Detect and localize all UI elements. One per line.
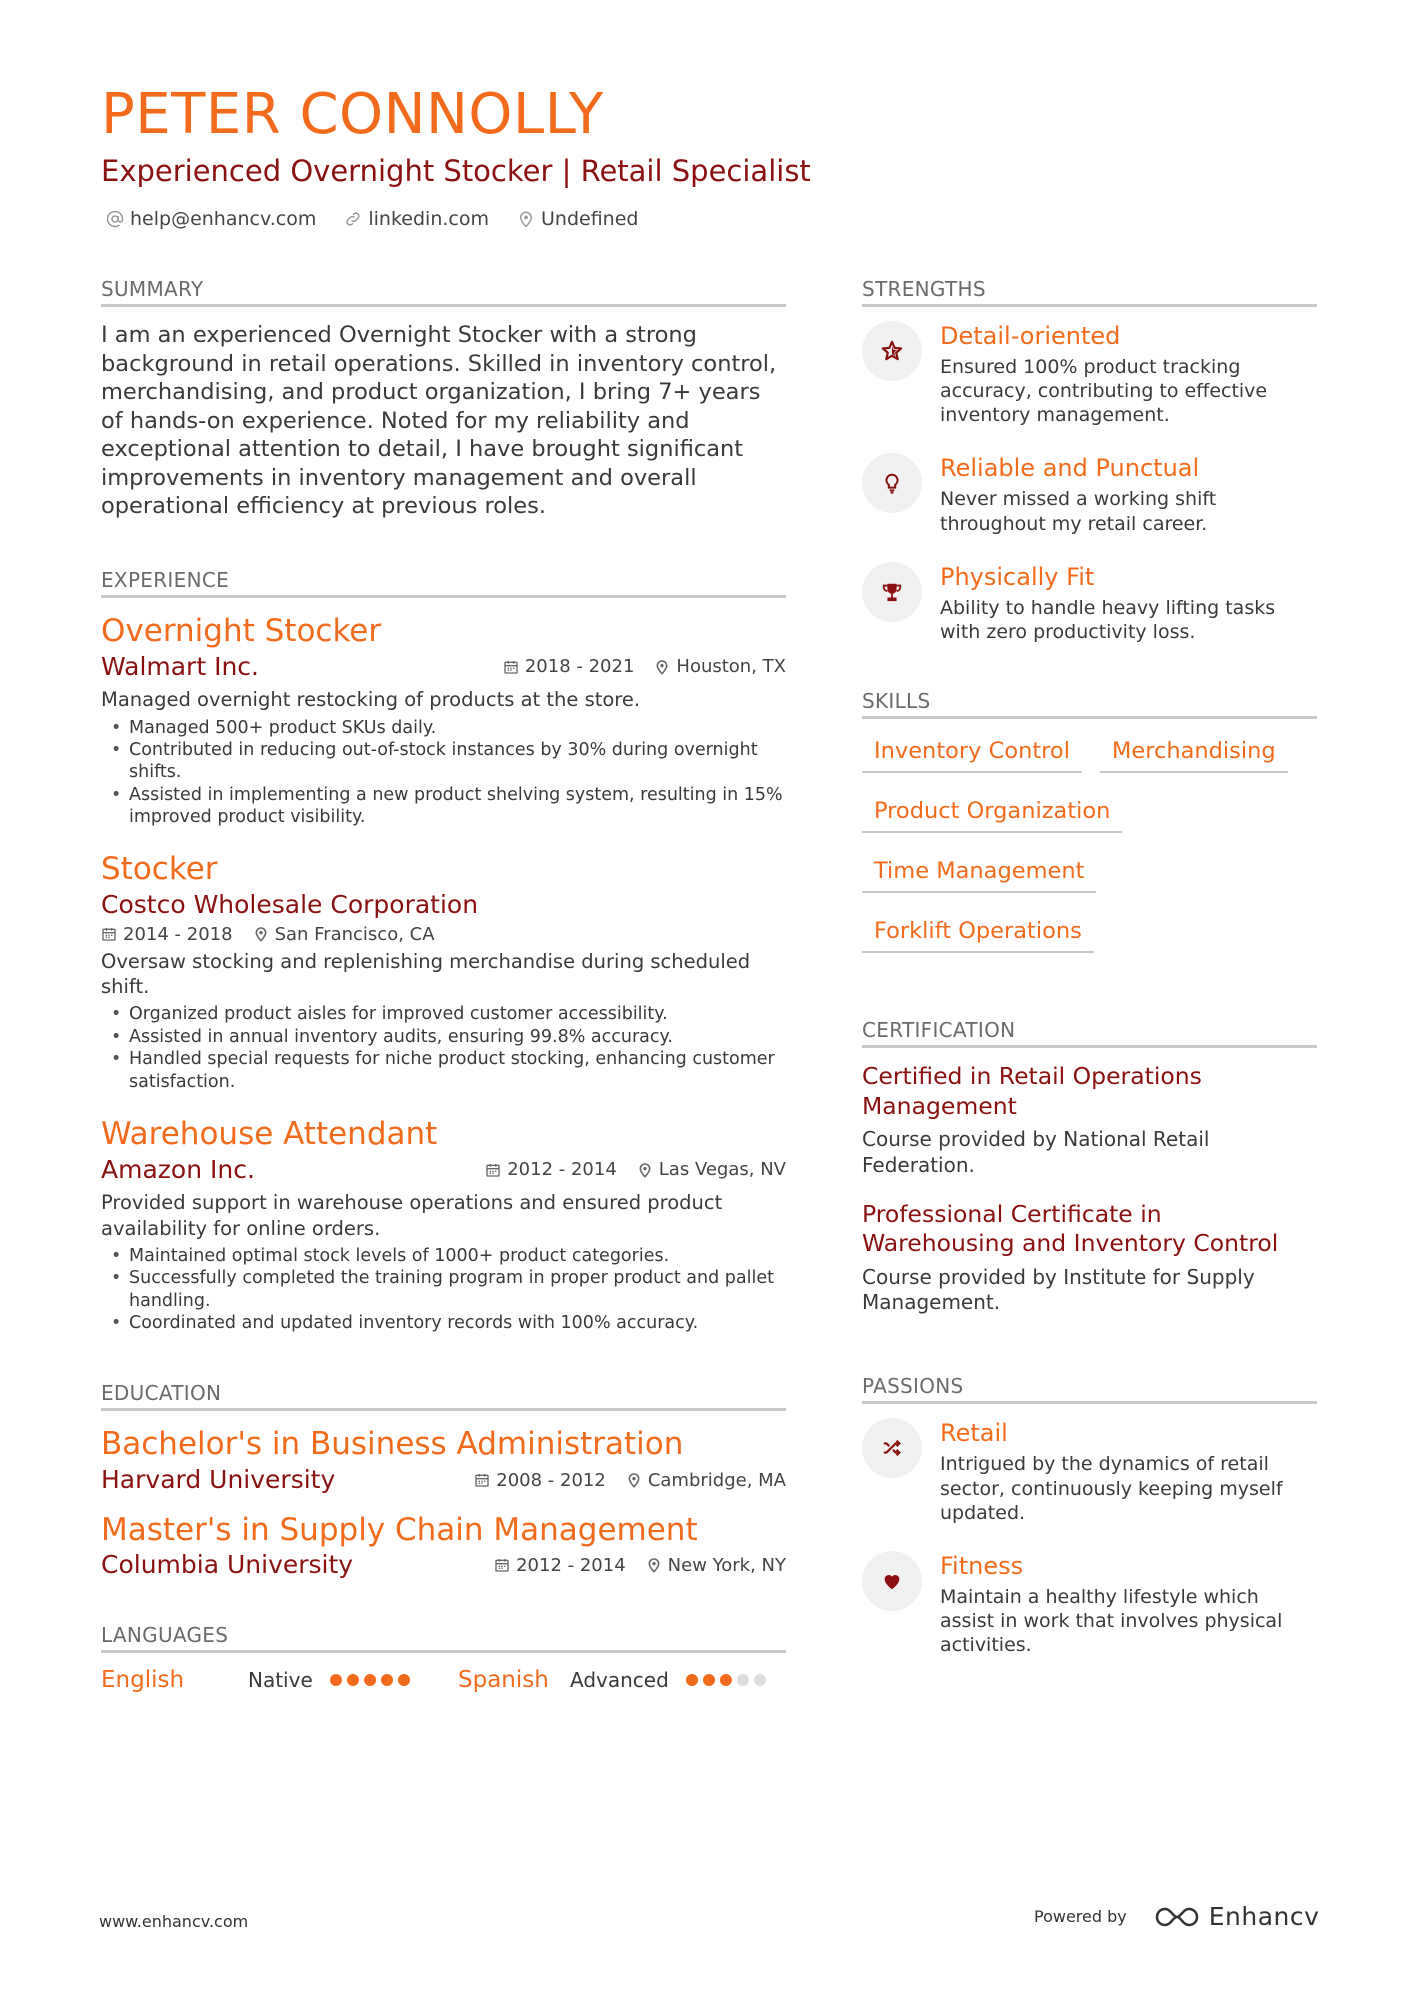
passion-description: Intrigued by the dynamics of retail sector, continuously keeping myself updated. xyxy=(940,1453,1283,1524)
certification-description: Course provided by Institute for Supply Management. xyxy=(862,1264,1255,1315)
passion-item xyxy=(862,1418,1317,1524)
rating-dot-empty xyxy=(754,1674,766,1686)
education-dates xyxy=(474,1470,606,1491)
enhancv-logo-icon xyxy=(1153,1905,1201,1929)
skill-tag: Time Management xyxy=(862,857,1096,893)
language-rating xyxy=(686,1674,766,1686)
job-description: Oversaw stocking and replenishing merchandise during scheduled shift. xyxy=(101,949,751,999)
certification-item xyxy=(862,1062,1317,1178)
job-bullets xyxy=(101,1245,786,1335)
strength-content xyxy=(940,562,1317,644)
experience-entry xyxy=(101,850,786,1093)
strength-icon-badge xyxy=(862,453,922,513)
job-bullet: • Maintained optimal stock levels of 1000+ product categories. xyxy=(101,1245,786,1267)
school-name: Harvard University xyxy=(101,1465,336,1495)
passions-section-title: PASSIONS xyxy=(862,1373,1317,1404)
education-location xyxy=(646,1555,786,1576)
calendar-icon xyxy=(494,1557,510,1573)
job-description: Provided support in warehouse operations and ensured product availability for online orders. xyxy=(101,1191,723,1240)
education-dates-text: 2008 - 2012 xyxy=(496,1469,606,1491)
calendar-icon xyxy=(474,1472,490,1488)
job-location xyxy=(253,924,435,945)
job-title: Warehouse Attendant xyxy=(101,1115,438,1152)
strength-description: Never missed a working shift throughout my retail career. xyxy=(940,488,1217,535)
job-bullet: • Successfully completed the training program in proper product and pallet handling. xyxy=(101,1267,786,1312)
certification-item xyxy=(862,1200,1317,1316)
strength-title: Detail-oriented xyxy=(940,322,1121,350)
job-bullets xyxy=(101,1003,786,1093)
school-row xyxy=(101,1464,786,1497)
passion-item xyxy=(862,1551,1317,1657)
education-location-text: New York, NY xyxy=(667,1554,786,1576)
rating-dot-filled xyxy=(720,1674,732,1686)
job-bullet: • Assisted in implementing a new product shelving system, resulting in 15% improved product visibility. xyxy=(101,784,786,829)
footer-website[interactable]: www.enhancv.com xyxy=(99,1912,249,1931)
job-bullet: • Assisted in annual inventory audits, ensuring 99.8% accuracy. xyxy=(101,1026,786,1048)
passion-title: Retail xyxy=(940,1419,1008,1448)
footer-branding xyxy=(1034,1902,1319,1931)
job-dates xyxy=(503,656,635,677)
strength-icon-badge xyxy=(862,562,922,622)
strength-icon-badge xyxy=(862,321,922,381)
at-icon xyxy=(106,210,124,228)
strength-description: Ensured 100% product tracking accuracy, contributing to effective inventory management. xyxy=(940,356,1268,427)
passion-title: Fitness xyxy=(940,1551,1024,1580)
skill-tag: Merchandising xyxy=(1100,737,1288,773)
passion-description: Maintain a healthy lifestyle which assist in work that involves physical activities. xyxy=(940,1585,1283,1657)
link-icon xyxy=(344,210,362,228)
strengths-section-title: STRENGTHS xyxy=(862,276,1317,307)
star-icon xyxy=(881,340,903,362)
powered-by-label: Powered by xyxy=(1034,1907,1127,1926)
job-location xyxy=(637,1159,786,1180)
strength-title: Reliable and Punctual xyxy=(940,454,1200,483)
education-meta xyxy=(494,1555,786,1576)
location-pin-icon xyxy=(654,659,670,675)
job-meta xyxy=(485,1159,786,1180)
school-row xyxy=(101,1549,786,1582)
location-pin-icon xyxy=(626,1472,642,1488)
language-name: English xyxy=(101,1666,185,1693)
job-dates xyxy=(101,924,233,945)
job-dates-text: 2018 - 2021 xyxy=(524,656,635,678)
job-bullet: • Organized product aisles for improved customer accessibility. xyxy=(101,1003,786,1025)
contact-linkedin[interactable] xyxy=(344,208,489,230)
skills-list xyxy=(862,737,1317,954)
rating-dot-filled xyxy=(686,1674,698,1686)
experience-section-title: EXPERIENCE xyxy=(101,567,786,598)
lightbulb-icon xyxy=(881,472,903,494)
strength-content xyxy=(940,321,1317,427)
language-level: Native xyxy=(248,1667,313,1692)
education-entry xyxy=(101,1511,786,1582)
degree-title: Master's in Supply Chain Management xyxy=(101,1511,698,1548)
location-pin-icon xyxy=(646,1557,662,1573)
languages-row xyxy=(101,1667,786,1693)
language-level: Advanced xyxy=(570,1667,669,1692)
job-location-text: Houston, TX xyxy=(676,656,786,678)
job-bullet: • Handled special requests for niche product stocking, enhancing customer satisfaction. xyxy=(101,1048,786,1093)
experience-entry xyxy=(101,612,786,829)
contact-email-text: help@enhancv.com xyxy=(130,208,317,230)
rating-dot-filled xyxy=(364,1674,376,1686)
calendar-icon xyxy=(101,926,117,942)
rating-dot-filled xyxy=(381,1674,393,1686)
degree-title: Bachelor's in Business Administration xyxy=(101,1426,684,1463)
certification-title: Certified in Retail Operations Management xyxy=(862,1062,1202,1120)
contact-location xyxy=(517,208,638,230)
skills-section-title: SKILLS xyxy=(862,688,1317,719)
rating-dot-filled xyxy=(330,1674,342,1686)
strength-content xyxy=(940,453,1317,535)
heart-icon xyxy=(881,1570,903,1592)
language-rating xyxy=(330,1674,410,1686)
location-pin-icon xyxy=(253,926,269,942)
contact-location-text: Undefined xyxy=(541,208,639,230)
strength-item xyxy=(862,321,1317,427)
passion-icon-badge xyxy=(862,1551,922,1611)
language-name: Spanish xyxy=(458,1666,549,1693)
education-dates-text: 2012 - 2014 xyxy=(516,1554,626,1576)
education-location xyxy=(626,1470,786,1491)
job-meta xyxy=(101,924,786,945)
job-location-text: San Francisco, CA xyxy=(274,923,435,945)
rating-dot-empty xyxy=(737,1674,749,1686)
job-title: Stocker xyxy=(101,851,218,888)
contact-bar xyxy=(106,208,638,230)
brand-name: Enhancv xyxy=(1208,1902,1320,1931)
calendar-icon xyxy=(503,659,519,675)
education-entry xyxy=(101,1425,786,1496)
passion-icon-badge xyxy=(862,1418,922,1478)
job-bullets xyxy=(101,717,786,829)
contact-linkedin-text: linkedin.com xyxy=(368,208,489,230)
education-dates xyxy=(494,1555,626,1576)
company-name: Amazon Inc. xyxy=(101,1154,255,1184)
rating-dot-filled xyxy=(347,1674,359,1686)
job-title: Overnight Stocker xyxy=(101,612,382,649)
contact-email[interactable] xyxy=(106,208,316,230)
certification-description: Course provided by National Retail Federation. xyxy=(862,1127,1210,1177)
company-row xyxy=(101,651,786,684)
experience-entry xyxy=(101,1115,786,1335)
languages-section-title: LANGUAGES xyxy=(101,1622,786,1653)
rating-dot-filled xyxy=(398,1674,410,1686)
candidate-name: PETER CONNOLLY xyxy=(101,82,604,147)
location-pin-icon xyxy=(517,210,535,228)
job-location-text: Las Vegas, NV xyxy=(658,1159,786,1181)
candidate-headline: Experienced Overnight Stocker | Retail Specialist xyxy=(101,154,811,188)
passion-content xyxy=(940,1418,1317,1524)
certification-title: Professional Certificate in Warehousing and Inventory Control xyxy=(862,1199,1279,1258)
left-column xyxy=(101,276,786,1693)
job-bullet: • Contributed in reducing out-of-stock instances by 30% during overnight shifts. xyxy=(101,739,786,784)
company-name: Costco Wholesale Corporation xyxy=(101,890,479,920)
company-name: Walmart Inc. xyxy=(101,651,259,681)
company-row xyxy=(101,1154,786,1187)
job-bullet: • Managed 500+ product SKUs daily. xyxy=(101,717,786,739)
summary-section-title: SUMMARY xyxy=(101,276,786,307)
skill-tag: Product Organization xyxy=(862,797,1122,833)
shuffle-icon xyxy=(881,1437,903,1459)
education-meta xyxy=(474,1470,786,1491)
job-location xyxy=(654,656,786,677)
skill-tag: Inventory Control xyxy=(862,737,1082,773)
rating-dot-filled xyxy=(703,1674,715,1686)
job-dates-text: 2014 - 2018 xyxy=(123,923,233,945)
job-dates xyxy=(485,1159,617,1180)
school-name: Columbia University xyxy=(101,1550,354,1580)
location-pin-icon xyxy=(637,1162,653,1178)
job-description: Managed overnight restocking of products at the store. xyxy=(101,688,641,712)
summary-text: I am an experienced Overnight Stocker with a strong background in retail operations. Skilled in inventory control, merchandising, and product organization, I bring 7+ years of hands-on experience. Noted for my reliability and exceptional attention to detail, I have brought significant improvements in inventory management and overall operational efficiency at previous roles. xyxy=(101,322,777,520)
education-section-title: EDUCATION xyxy=(101,1380,786,1411)
calendar-icon xyxy=(485,1162,501,1178)
strength-description: Ability to handle heavy lifting tasks with zero productivity loss. xyxy=(940,596,1276,643)
job-dates-text: 2012 - 2014 xyxy=(507,1159,617,1181)
job-bullet: • Coordinated and updated inventory records with 100% accuracy. xyxy=(101,1312,786,1334)
skill-tag: Forklift Operations xyxy=(862,917,1094,953)
right-column xyxy=(862,276,1317,1683)
passion-content xyxy=(940,1551,1317,1657)
job-meta xyxy=(503,656,786,677)
trophy-icon xyxy=(881,581,903,603)
strength-item xyxy=(862,453,1317,535)
brand-logo[interactable] xyxy=(1153,1902,1320,1931)
strength-title: Physically Fit xyxy=(940,562,1095,591)
strength-item xyxy=(862,562,1317,644)
education-location-text: Cambridge, MA xyxy=(647,1469,786,1491)
certification-section-title: CERTIFICATION xyxy=(862,1017,1317,1048)
